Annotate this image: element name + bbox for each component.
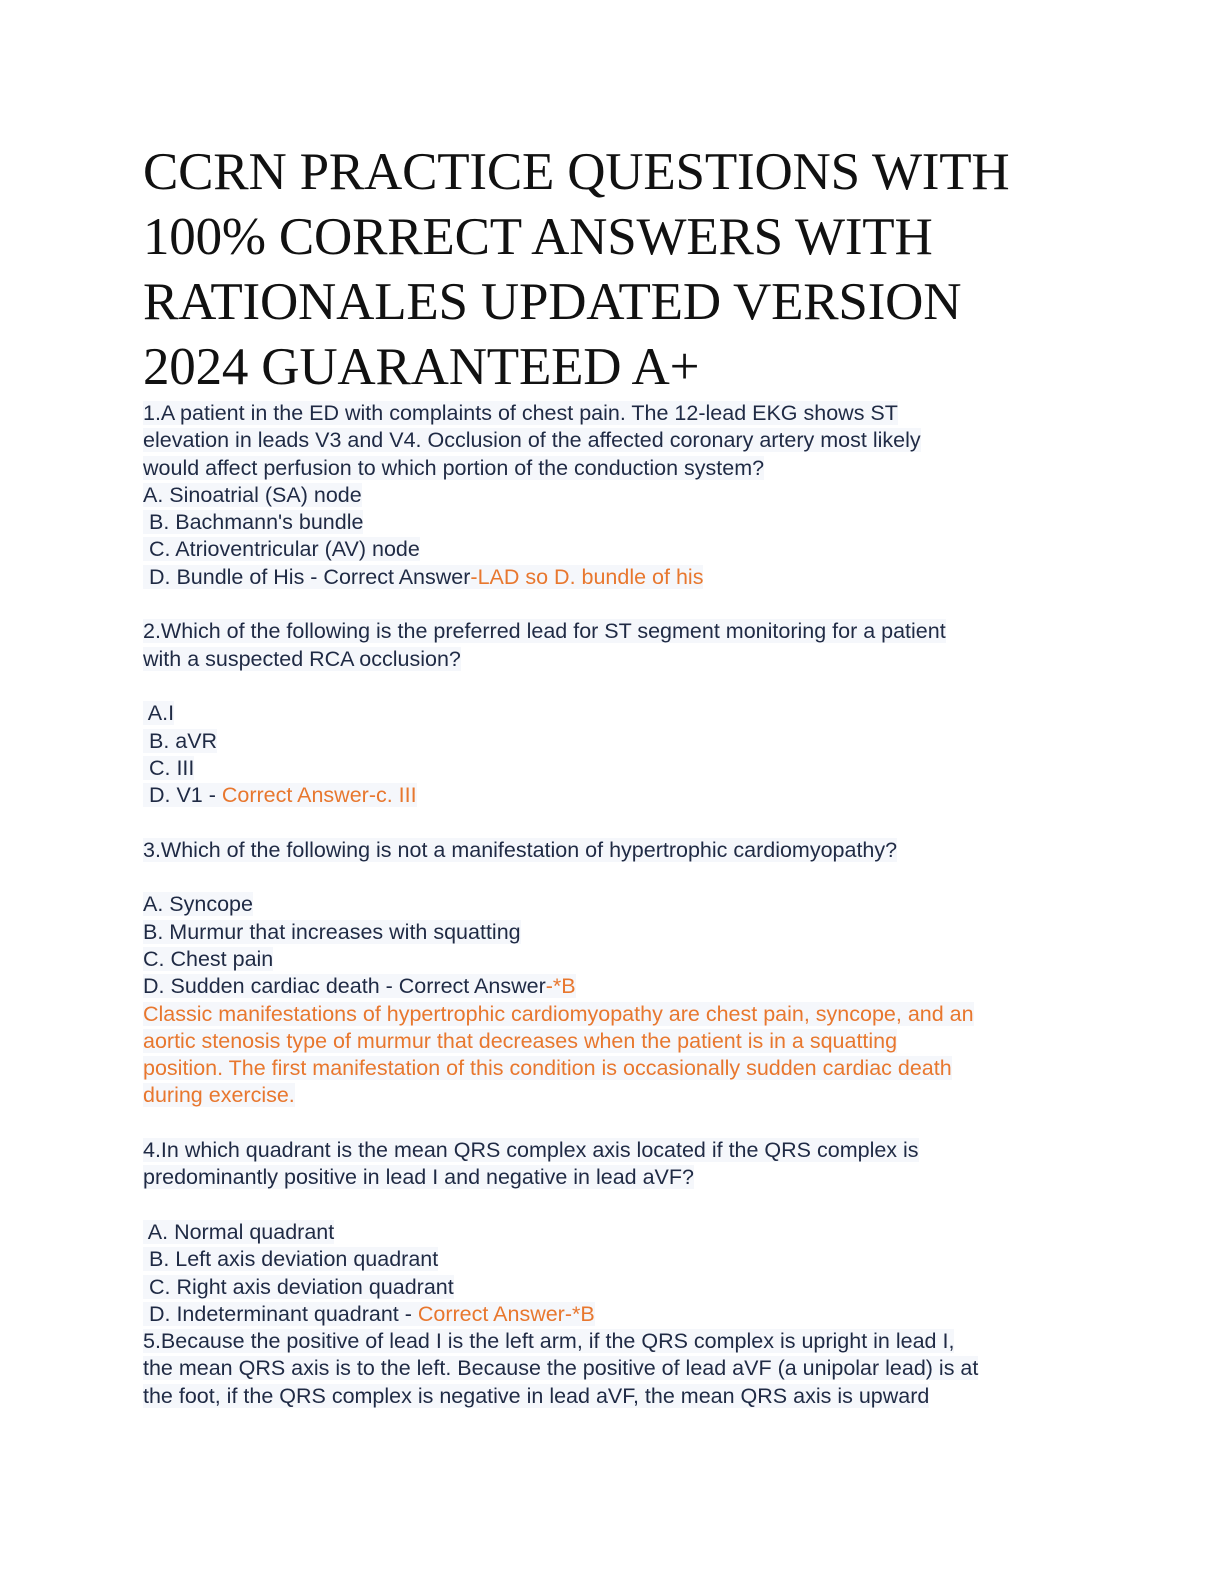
option-b: B. Bachmann's bundle xyxy=(143,510,364,535)
question-stem-line: 1.A patient in the ED with complaints of chest pain. The 12-lead EKG shows ST xyxy=(143,401,898,425)
spacer xyxy=(143,591,1083,618)
question-stem-line: 5.Because the positive of lead I is the left arm, if the QRS complex is upright in lead I, xyxy=(143,1329,955,1354)
rationale-line: aortic stenosis type of murmur that decreases when the patient is in a squatting xyxy=(143,1028,898,1053)
rationale-line: during exercise. xyxy=(143,1083,295,1108)
question-stem-line: elevation in leads V3 and V4. Occlusion of the affected coronary artery most likely xyxy=(143,428,921,453)
option-d: D. V1 - xyxy=(143,783,222,808)
correct-answer: -*B xyxy=(545,974,576,999)
option-a: A. Normal quadrant xyxy=(143,1219,335,1244)
option-d: D. Sudden cardiac death - Correct Answer xyxy=(143,974,546,999)
spacer xyxy=(143,1110,1083,1137)
question-stem-line: 4.In which quadrant is the mean QRS complex axis located if the QRS complex is xyxy=(143,1138,919,1163)
question-3 xyxy=(143,837,1083,1110)
title-line: 2024 GUARANTEED A+ xyxy=(143,338,700,396)
question-2 xyxy=(143,618,1083,809)
correct-answer: Correct Answer-*B xyxy=(417,1301,595,1326)
rationale-line: Classic manifestations of hypertrophic cardiomyopathy are chest pain, syncope, and an xyxy=(143,1001,974,1026)
question-stem-line: 2.Which of the following is the preferred lead for ST segment monitoring for a patient xyxy=(143,619,946,644)
question-stem-line: 3.Which of the following is not a manifestation of hypertrophic cardiomyopathy? xyxy=(143,837,898,862)
option-d: D. Indeterminant quadrant - xyxy=(143,1301,418,1326)
title-line: RATIONALES UPDATED VERSION xyxy=(143,273,962,331)
question-5 xyxy=(143,1328,1083,1410)
question-1 xyxy=(143,400,1083,591)
option-c: C. III xyxy=(143,755,195,780)
option-b: B. aVR xyxy=(143,728,218,753)
question-stem-line: with a suspected RCA occlusion? xyxy=(143,646,461,671)
correct-answer: -LAD so D. bundle of his xyxy=(470,564,704,589)
option-c: C. Atrioventricular (AV) node xyxy=(143,537,420,562)
question-stem-line: the mean QRS axis is to the left. Because the positive of lead aVF (a unipolar lead) is at xyxy=(143,1356,979,1381)
option-c: C. Right axis deviation quadrant xyxy=(143,1274,454,1299)
option-b: B. Left axis deviation quadrant xyxy=(143,1247,439,1272)
document-title xyxy=(143,140,1083,400)
option-d: D. Bundle of His - Correct Answer xyxy=(143,564,471,589)
option-a: A. Syncope xyxy=(143,892,253,917)
option-b: B. Murmur that increases with squatting xyxy=(143,919,521,944)
title-line: 100% CORRECT ANSWERS WITH xyxy=(143,208,933,266)
spacer xyxy=(143,1192,1083,1219)
spacer xyxy=(143,864,1083,891)
question-4 xyxy=(143,1137,1083,1328)
correct-answer: Correct Answer-c. III xyxy=(221,783,417,808)
question-stem-line: the foot, if the QRS complex is negative in lead aVF, the mean QRS axis is upward xyxy=(143,1383,930,1408)
questions-body xyxy=(143,400,1083,1410)
option-a: A. Sinoatrial (SA) node xyxy=(143,482,362,507)
rationale-line: position. The first manifestation of this condition is occasionally sudden cardiac death xyxy=(143,1056,952,1081)
option-c: C. Chest pain xyxy=(143,946,274,971)
title-line: CCRN PRACTICE QUESTIONS WITH xyxy=(143,143,1010,201)
question-stem-line: would affect perfusion to which portion of the conduction system? xyxy=(143,455,765,480)
spacer xyxy=(143,673,1083,700)
spacer xyxy=(143,809,1083,836)
question-stem-line: predominantly positive in lead I and negative in lead aVF? xyxy=(143,1165,694,1190)
document-content xyxy=(143,140,1083,1410)
option-a: A.I xyxy=(143,701,175,726)
